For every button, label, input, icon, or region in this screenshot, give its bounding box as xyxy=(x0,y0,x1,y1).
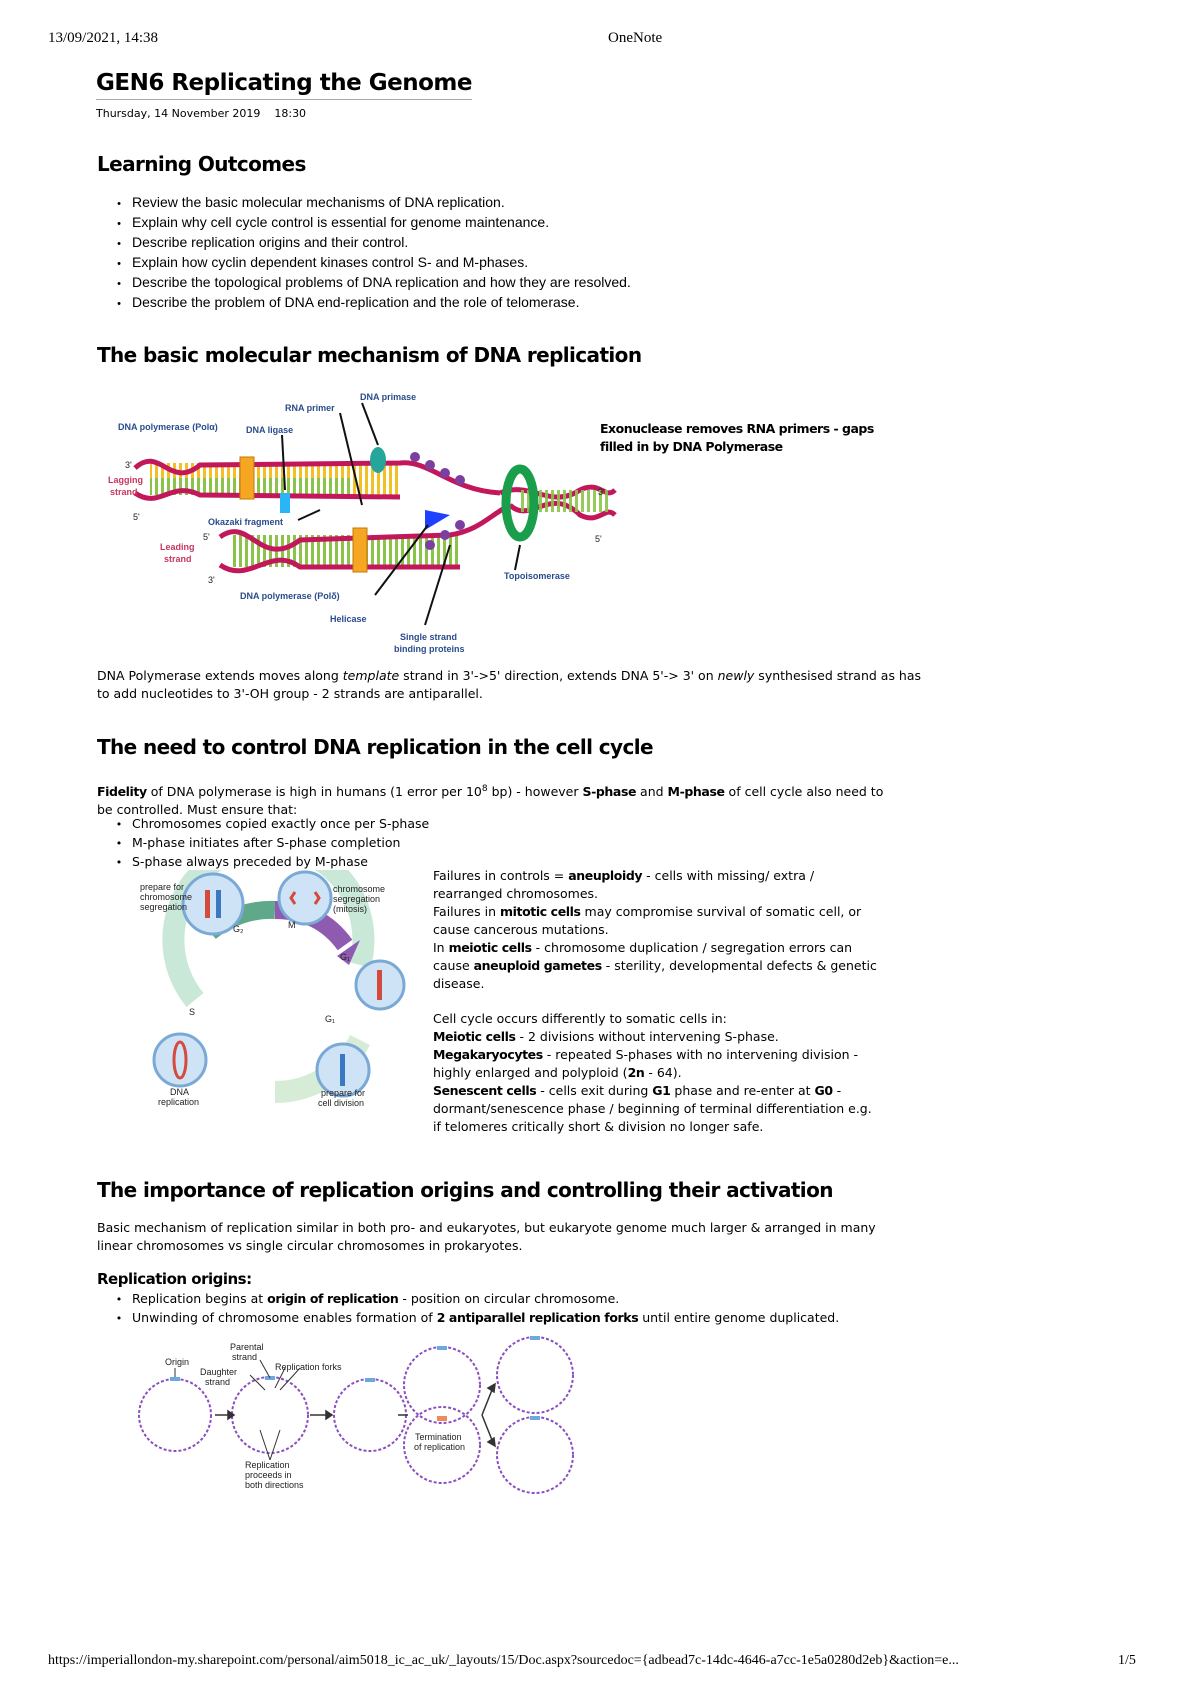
pol-delta-shape xyxy=(353,528,367,572)
polymerase-paragraph xyxy=(97,667,927,703)
note-line xyxy=(433,1028,883,1046)
text-run: Failures in xyxy=(433,904,500,919)
text-run-bold: aneuploidy xyxy=(568,868,643,883)
helicase-shape xyxy=(425,510,450,530)
daughter-label-2: strand xyxy=(205,1377,231,1387)
text-run-bold: G1 xyxy=(652,1083,671,1098)
page-title: GEN6 Replicating the Genome xyxy=(96,70,472,100)
dna-rep-label-1: DNA xyxy=(170,1087,190,1097)
aneuploidy-notes xyxy=(433,867,883,1136)
text-run-bold: Megakaryocytes xyxy=(433,1047,543,1062)
prepare-seg-label-3: segregation xyxy=(140,902,188,912)
list-item: • Describe the topological problems of DNA replication and how they are resolved. xyxy=(110,273,810,293)
text-run: - 64). xyxy=(644,1065,682,1080)
helicase-label: Helicase xyxy=(330,614,367,624)
five-prime-label: 5' xyxy=(133,512,140,522)
note-line xyxy=(433,939,883,993)
text-run-bold: origin of replication xyxy=(267,1291,399,1306)
m-label: M xyxy=(288,920,296,930)
text-run-bold: 2 antiparallel replication forks xyxy=(436,1310,639,1325)
text-run: bp) - however xyxy=(487,784,583,800)
chrom-seg-label-1: chromosome xyxy=(333,884,386,894)
list-item: • Explain why cell cycle control is essential for genome maintenance. xyxy=(110,213,810,233)
cell-mitosis xyxy=(279,872,331,924)
text-run: - repeated S-phases with no intervening division - highly enlarged and polyploid ( xyxy=(433,1047,859,1080)
parental-label-2: strand xyxy=(232,1352,258,1362)
three-prime-label: 3' xyxy=(208,575,215,585)
list-item: • M-phase initiates after S-phase completion xyxy=(110,834,510,853)
exonuclease-note: Exonuclease removes RNA primers - gaps filled in by DNA Polymerase xyxy=(600,421,874,454)
list-item: • Chromosomes copied exactly once per S-phase xyxy=(110,815,510,834)
prep-div-label-2: cell division xyxy=(318,1098,365,1108)
text-run: In xyxy=(433,940,449,955)
text-run-sup: 8 xyxy=(481,784,488,794)
leading-label: Leading xyxy=(160,542,195,552)
fidelity-paragraph xyxy=(97,780,887,819)
prep-div-label-1: prepare for xyxy=(321,1088,366,1098)
print-url: https://imperiallondon-my.sharepoint.com/personal/aim5018_ic_ac_uk/_layouts/15/Doc.aspx?sourcedoc={adbead7c-14dc-4646-a7cc-1e5a0280d2eb}&action=e... xyxy=(48,1653,959,1668)
circular-replication-diagram xyxy=(130,1330,590,1500)
list-item: • Review the basic molecular mechanisms of DNA replication. xyxy=(110,193,810,213)
dna-ligase-label: DNA ligase xyxy=(246,425,294,435)
text-run-bold: M-phase xyxy=(667,784,725,800)
text-run: Replication begins at xyxy=(132,1291,268,1306)
proceeds-label-2: proceeds in xyxy=(245,1470,292,1480)
text-run: strand in 3'->5' direction, extends DNA 5'-> 3' on xyxy=(399,668,718,683)
prepare-seg-label-1: prepare for xyxy=(140,882,185,892)
termination-label-2: of replication xyxy=(414,1442,466,1452)
text-run: - 2 divisions without intervening S-phase. xyxy=(515,1029,779,1044)
page-date-line xyxy=(96,107,306,120)
note-line xyxy=(433,903,883,939)
replication-origins-heading: The importance of replication origins and controlling their activation xyxy=(97,1178,833,1202)
text-run: Failures in controls = xyxy=(433,868,569,883)
list-item xyxy=(110,1290,910,1309)
primase-shape xyxy=(370,447,386,473)
text-run: of cell cycle also need to be controlled. Must ensure that: xyxy=(97,784,884,818)
print-app-name: OneNote xyxy=(608,30,663,46)
note-line: Cell cycle occurs differently to somatic cells in: xyxy=(433,1011,727,1026)
proceeds-label-1: Replication xyxy=(245,1460,290,1470)
replication-origins-subheading: Replication origins: xyxy=(97,1270,252,1288)
origins-list xyxy=(110,1290,910,1328)
replication-fork-diagram xyxy=(100,385,620,660)
text-run-bold: meiotic cells xyxy=(448,940,532,955)
origins-paragraph: Basic mechanism of replication similar in both pro- and eukaryotes, but eukaryote genome much larger & arranged in many linear chromosomes vs single circular chromosomes in prokaryotes. xyxy=(97,1220,876,1253)
text-run: synthesised strand as has to add nucleotides to 3'-OH group - 2 strands are antiparallel. xyxy=(97,668,922,701)
text-run: - dormant/senescence phase / beginning of terminal differentiation e.g. if telomeres critically short & division no longer safe. xyxy=(433,1083,872,1134)
forks-label: Replication forks xyxy=(275,1362,342,1372)
chromosome-circles xyxy=(139,1337,573,1493)
origin-label: Origin xyxy=(165,1357,190,1367)
text-run-bold: Fidelity xyxy=(97,784,147,800)
text-run-bold: Meiotic cells xyxy=(433,1029,516,1044)
text-run-italic: newly xyxy=(717,668,755,683)
learning-outcomes-heading: Learning Outcomes xyxy=(97,152,306,176)
page-number: 1/5 xyxy=(1118,1653,1136,1668)
ligase-shape xyxy=(280,493,290,513)
topoisomerase-label: Topoisomerase xyxy=(504,571,570,581)
chrom-seg-label-3: (mitosis) xyxy=(333,904,367,914)
page-date: Thursday, 14 November 2019 xyxy=(96,107,261,120)
list-item: • Describe the problem of DNA end-replication and the role of telomerase. xyxy=(110,293,810,313)
text-run: until entire genome duplicated. xyxy=(638,1310,840,1325)
text-run-italic: template xyxy=(342,668,400,683)
cell-cycle-diagram xyxy=(125,870,415,1115)
ssb-label-2: binding proteins xyxy=(394,644,465,654)
okazaki-label: Okazaki fragment xyxy=(208,517,284,527)
g2-label: G₂ xyxy=(233,924,244,934)
page-time: 18:30 xyxy=(274,107,307,120)
strand-label: strand xyxy=(164,554,192,564)
text-run-bold: mitotic cells xyxy=(499,904,581,919)
note-line xyxy=(433,867,883,903)
pol-alpha-label: DNA polymerase (Polα) xyxy=(118,422,218,432)
dna-rep-label-2: replication xyxy=(158,1097,200,1107)
text-run: and xyxy=(636,784,668,800)
termination-label-1: Termination xyxy=(415,1432,462,1442)
g1b-label: G₁ xyxy=(325,1014,336,1024)
cell-cycle-control-heading: The need to control DNA replication in the cell cycle xyxy=(97,735,653,759)
three-prime-label: 3' xyxy=(598,487,605,497)
spacer xyxy=(433,993,883,1010)
text-run: phase and re-enter at xyxy=(670,1083,815,1098)
text-run-bold: aneuploid gametes xyxy=(473,958,602,973)
ssb-label-1: Single strand xyxy=(400,632,458,642)
text-run: - sterility, developmental defects & genetic disease. xyxy=(433,958,877,991)
text-run-bold: 2n xyxy=(627,1065,645,1080)
five-prime-label: 5' xyxy=(203,532,210,542)
prepare-seg-label-2: chromosome xyxy=(140,892,193,902)
learning-outcomes-list xyxy=(110,193,810,313)
daughter-label-1: Daughter xyxy=(200,1367,238,1377)
basic-mechanism-heading: The basic molecular mechanism of DNA replication xyxy=(97,343,642,367)
chrom-seg-label-2: segregation xyxy=(333,894,381,904)
text-run: DNA Polymerase extends moves along xyxy=(97,668,343,683)
strand-label: strand xyxy=(110,487,138,497)
rna-primer-label: RNA primer xyxy=(285,403,335,413)
control-requirements-list xyxy=(110,815,510,872)
note-line xyxy=(433,1046,883,1082)
note-line xyxy=(433,1082,883,1136)
text-run-bold: Senescent cells xyxy=(433,1083,537,1098)
lagging-label: Lagging xyxy=(108,475,143,485)
text-run-bold: G0 xyxy=(814,1083,833,1098)
parental-label-1: Parental xyxy=(230,1342,264,1352)
list-item: • S-phase always preceded by M-phase xyxy=(110,853,510,872)
text-run: may compromise survival of somatic cell, or cause cancerous mutations. xyxy=(433,904,862,937)
text-run: - cells exit during xyxy=(536,1083,653,1098)
text-run: - position on circular chromosome. xyxy=(398,1291,620,1306)
pol-alpha-shape xyxy=(240,457,254,499)
g1-label: G₁ xyxy=(340,952,351,962)
dna-primase-label: DNA primase xyxy=(360,392,417,402)
text-run: - chromosome duplication / segregation errors can cause xyxy=(433,940,853,973)
pol-delta-label: DNA polymerase (Polδ) xyxy=(240,591,340,601)
text-run: of DNA polymerase is high in humans (1 error per 10 xyxy=(146,784,482,800)
print-timestamp: 13/09/2021, 14:38 xyxy=(48,30,159,46)
proceeds-label-3: both directions xyxy=(245,1480,304,1490)
s-label: S xyxy=(189,1007,196,1017)
five-prime-label: 5' xyxy=(595,534,602,544)
list-item: • Describe replication origins and their control. xyxy=(110,233,810,253)
text-run-bold: S-phase xyxy=(582,784,637,800)
list-item: • Explain how cyclin dependent kinases control S- and M-phases. xyxy=(110,253,810,273)
termination-mark xyxy=(437,1416,447,1421)
three-prime-label: 3' xyxy=(125,460,132,470)
text-run: Unwinding of chromosome enables formation of xyxy=(132,1310,437,1325)
text-run: - cells with missing/ extra / rearranged chromosomes. xyxy=(433,868,815,901)
list-item xyxy=(110,1309,910,1328)
